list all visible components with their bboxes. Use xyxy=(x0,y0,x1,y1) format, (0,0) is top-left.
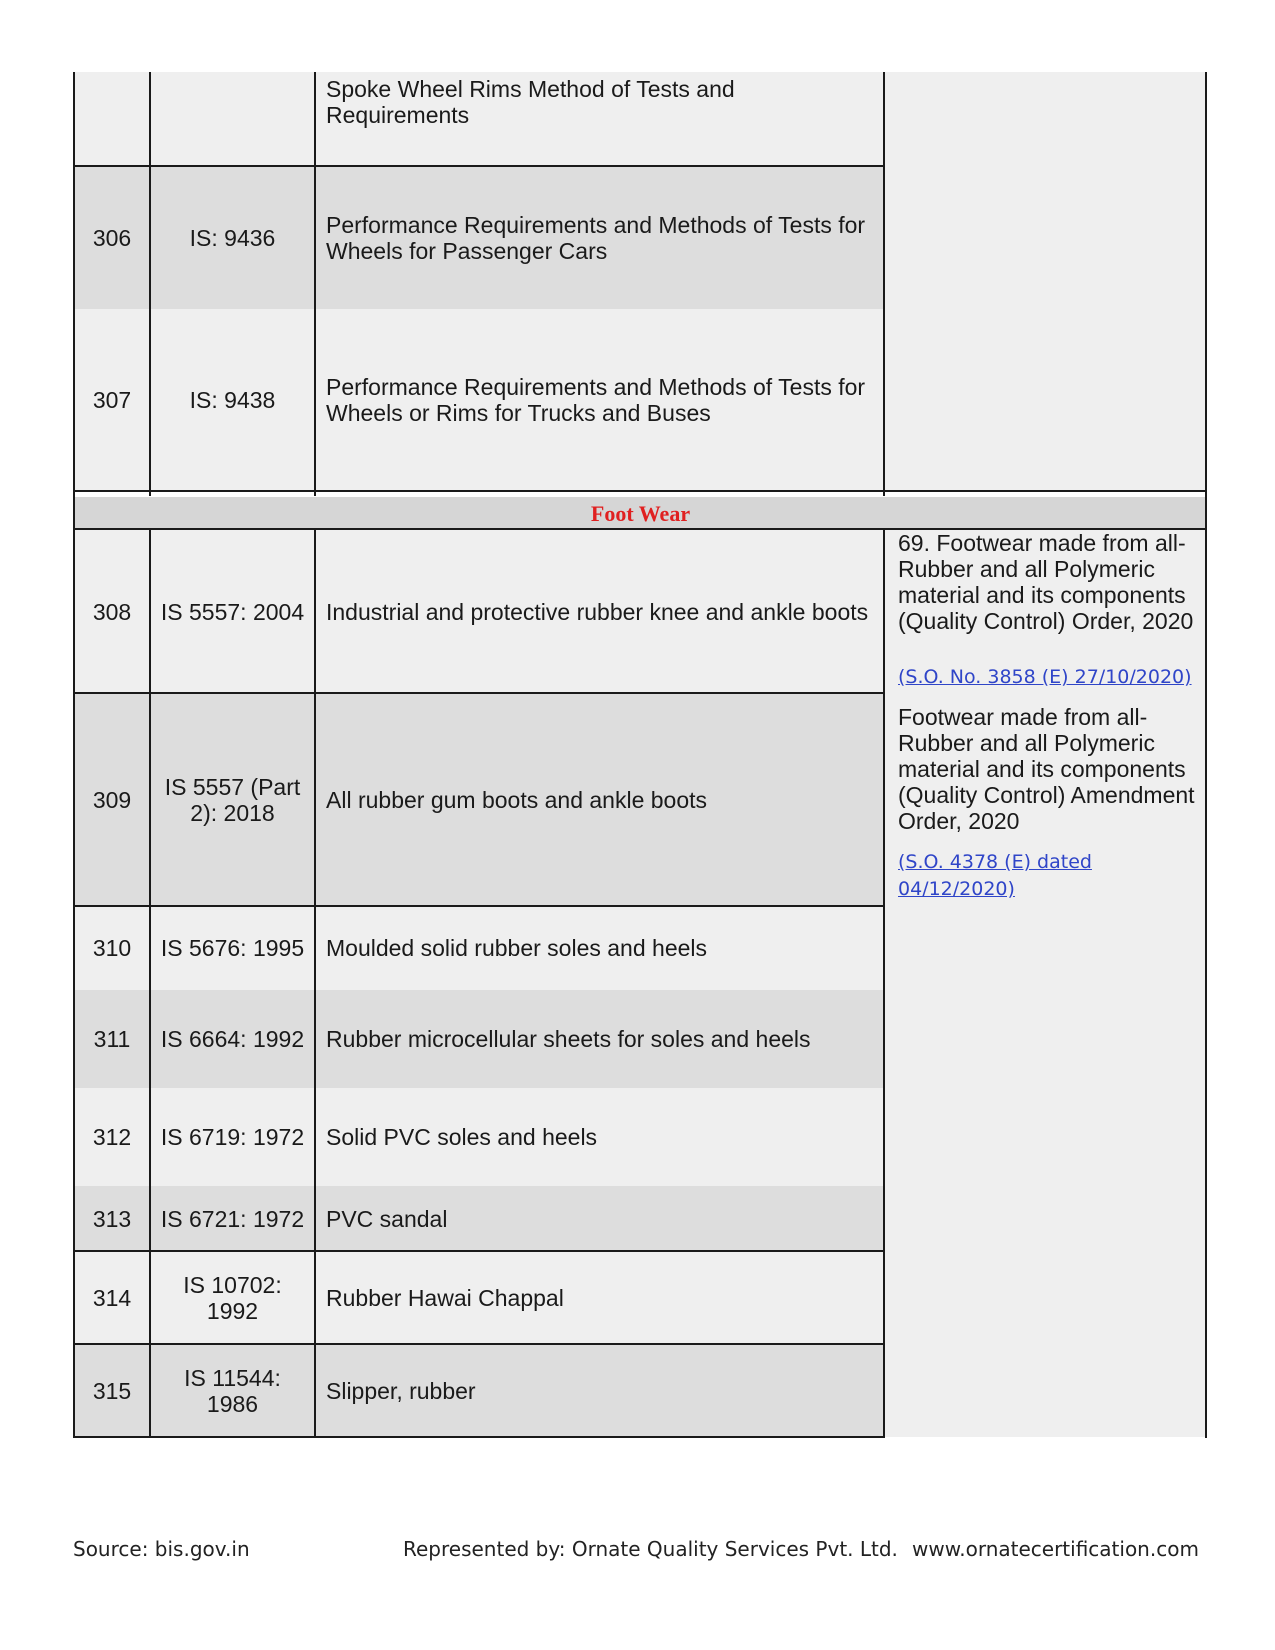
standard-title: PVC sandal xyxy=(315,1186,883,1251)
serial-number: 308 xyxy=(74,530,150,693)
section-title: Foot Wear xyxy=(74,497,1207,530)
table-border xyxy=(73,1343,885,1345)
serial-number: 313 xyxy=(74,1186,150,1251)
table-border xyxy=(73,528,1207,530)
table-border xyxy=(883,72,885,496)
table-border xyxy=(73,490,1207,492)
order-title: Footwear made from all-Rubber and all Polymeric material and its components (Quality Control) Amendment Order, 2020 xyxy=(898,704,1195,834)
order-notification-link[interactable]: (S.O. 4378 (E) dated 04/12/2020) xyxy=(898,851,1092,900)
standard-title: Performance Requirements and Methods of Tests for Wheels or Rims for Trucks and Buses xyxy=(315,309,883,490)
serial-number: 310 xyxy=(74,906,150,990)
standard-title: Rubber Hawai Chappal xyxy=(315,1251,883,1344)
table-border xyxy=(73,1436,885,1438)
standard-title: All rubber gum boots and ankle boots xyxy=(315,693,883,906)
table-border xyxy=(73,905,885,907)
table-border xyxy=(73,165,885,167)
serial-number: 314 xyxy=(74,1251,150,1344)
standard-number: IS 10702: 1992 xyxy=(150,1251,315,1344)
standard-number: IS 5557: 2004 xyxy=(150,530,315,693)
table-border xyxy=(73,72,75,1438)
standard-title: Performance Requirements and Methods of Tests for Wheels for Passenger Cars xyxy=(315,166,883,309)
table-border xyxy=(1205,72,1207,1438)
serial-number: 309 xyxy=(74,693,150,906)
table-border xyxy=(149,72,151,496)
table-border xyxy=(314,529,316,1438)
standard-number: IS 6721: 1972 xyxy=(150,1186,315,1251)
standard-number: IS 5676: 1995 xyxy=(150,906,315,990)
standard-title: Rubber microcellular sheets for soles and heels xyxy=(315,990,883,1088)
order-cell-empty xyxy=(885,72,1205,492)
standard-number: IS 6664: 1992 xyxy=(150,990,315,1088)
table-border xyxy=(883,529,885,1438)
table-border xyxy=(73,692,885,694)
order-notification-link[interactable]: (S.O. No. 3858 (E) 27/10/2020) xyxy=(898,666,1192,688)
standard-title: Moulded solid rubber soles and heels xyxy=(315,906,883,990)
footer-website: www.ornatecertification.com xyxy=(912,1537,1199,1561)
page-footer xyxy=(0,1537,1275,1567)
table-border xyxy=(73,1250,885,1252)
serial-number: 315 xyxy=(74,1344,150,1437)
serial-number: 306 xyxy=(74,166,150,309)
standard-title: Industrial and protective rubber knee and ankle boots xyxy=(315,530,883,693)
table-border xyxy=(314,72,316,496)
standard-number: IS: 9438 xyxy=(150,309,315,490)
serial-number: 311 xyxy=(74,990,150,1088)
standard-title: Spoke Wheel Rims Method of Tests and Requirements xyxy=(315,72,883,130)
footer-represented-by: Represented by: Ornate Quality Services Pvt. Ltd. xyxy=(403,1537,898,1561)
footer-source: Source: bis.gov.in xyxy=(73,1537,250,1561)
standard-number: IS 5557 (Part 2): 2018 xyxy=(150,693,315,906)
serial-number: 307 xyxy=(74,309,150,490)
standard-title: Solid PVC soles and heels xyxy=(315,1088,883,1186)
standard-number: IS 6719: 1972 xyxy=(150,1088,315,1186)
table-border xyxy=(149,529,151,1438)
standard-number: IS: 9436 xyxy=(150,166,315,309)
standard-number: IS 11544: 1986 xyxy=(150,1344,315,1437)
standard-title: Slipper, rubber xyxy=(315,1344,883,1437)
serial-number: 312 xyxy=(74,1088,150,1186)
order-title: 69. Footwear made from all-Rubber and all Polymeric material and its components (Quality Control) Order, 2020 xyxy=(898,530,1194,634)
